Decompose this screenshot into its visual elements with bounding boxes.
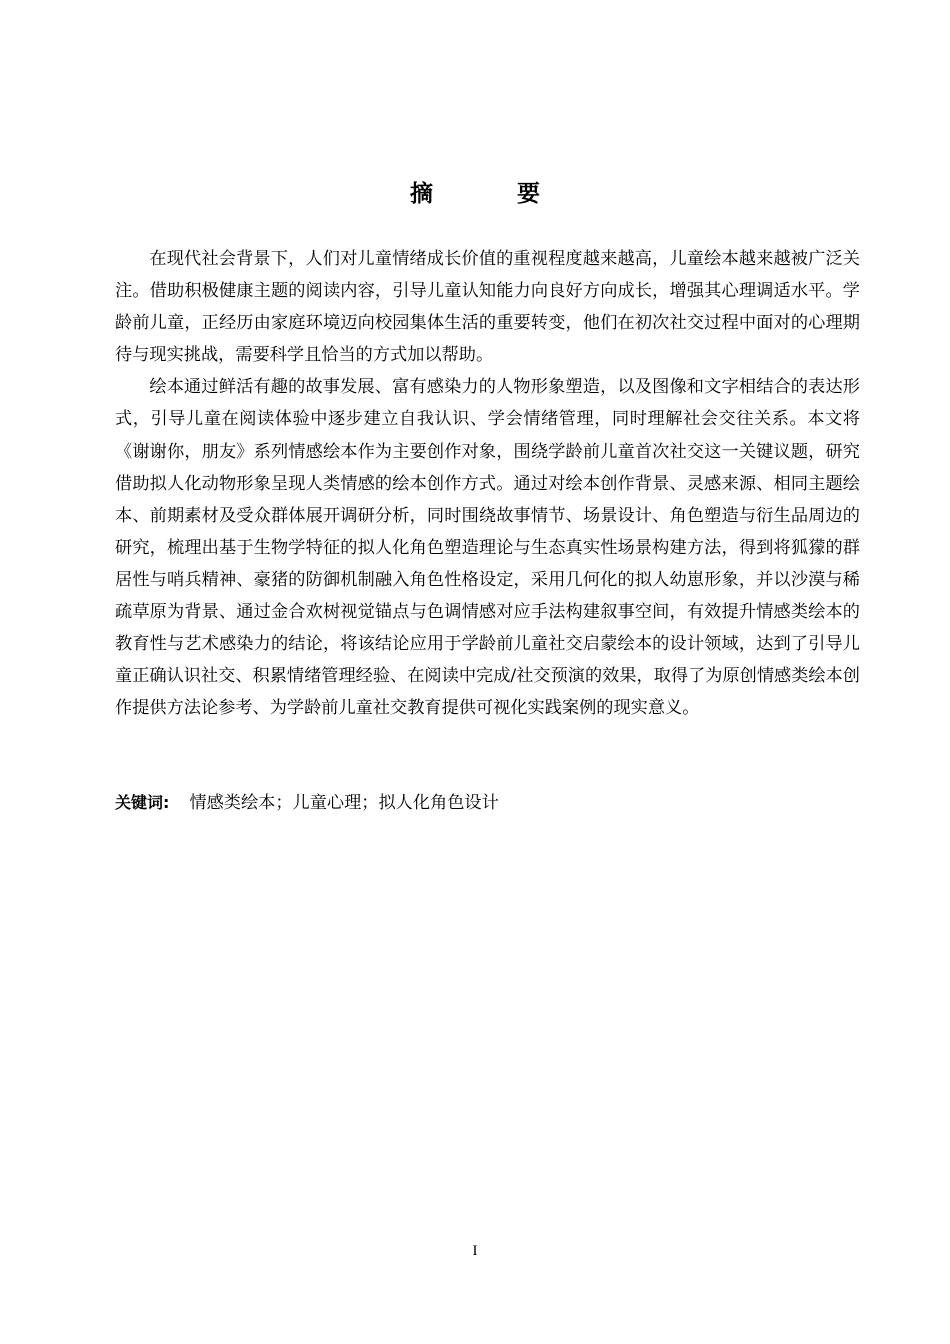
abstract-title: 摘 要 — [409, 181, 578, 207]
keywords-label: 关键词: — [115, 793, 170, 812]
page-number: I — [472, 1243, 478, 1259]
keywords-line — [115, 788, 499, 818]
abstract-body — [115, 243, 860, 724]
abstract-paragraph-1: 在现代社会背景下，人们对儿童情绪成长价值的重视程度越来越高，儿童绘本越来越被广泛关注。借助积极健康主题的阅读内容，引导儿童认知能力向良好方向成长，增强其心理调适水平。学龄前儿童，正经历由家庭环境迈向校园集体生活的重要转变，他们在初次社交过程中面对的心理期待与现实挑战，需要科学且恰当的方式加以帮助。 — [115, 249, 860, 366]
keywords-text: 情感类绘本；儿童心理；拟人化角色设计 — [189, 793, 499, 813]
abstract-paragraph-2: 绘本通过鲜活有趣的故事发展、富有感染力的人物形象塑造，以及图像和文字相结合的表达形式，引导儿童在阅读体验中逐步建立自我认识、学会情绪管理，同时理解社会交往关系。本文将《谢谢你，朋友》系列情感绘本作为主要创作对象，围绕学龄前儿童首次社交这一关键议题，研究借助拟人化动物形象呈现人类情感的绘本创作方式。通过对绘本创作背景、灵感来源、相同主题绘本、前期素材及受众群体展开调研分析，同时围绕故事情节、场景设计、角色塑造与衍生品周边的研究，梳理出基于生物学特征的拟人化角色塑造理论与生态真实性场景构建方法，得到将狐獴的群居性与哨兵精神、豪猪的防御机制融入角色性格设定，采用几何化的拟人幼崽形象，并以沙漠与稀疏草原为背景、通过金合欢树视觉锚点与色调情感对应手法构建叙事空间，有效提升情感类绘本的教育性与艺术感染力的结论，将该结论应用于学龄前儿童社交启蒙绘本的设计领域，达到了引导儿童正确认识社交、积累情绪管理经验、在阅读中完成/社交预演的效果，取得了为原创情感类绘本创作提供方法论参考、为学龄前儿童社交教育提供可视化实践案例的现实意义。 — [115, 377, 860, 719]
